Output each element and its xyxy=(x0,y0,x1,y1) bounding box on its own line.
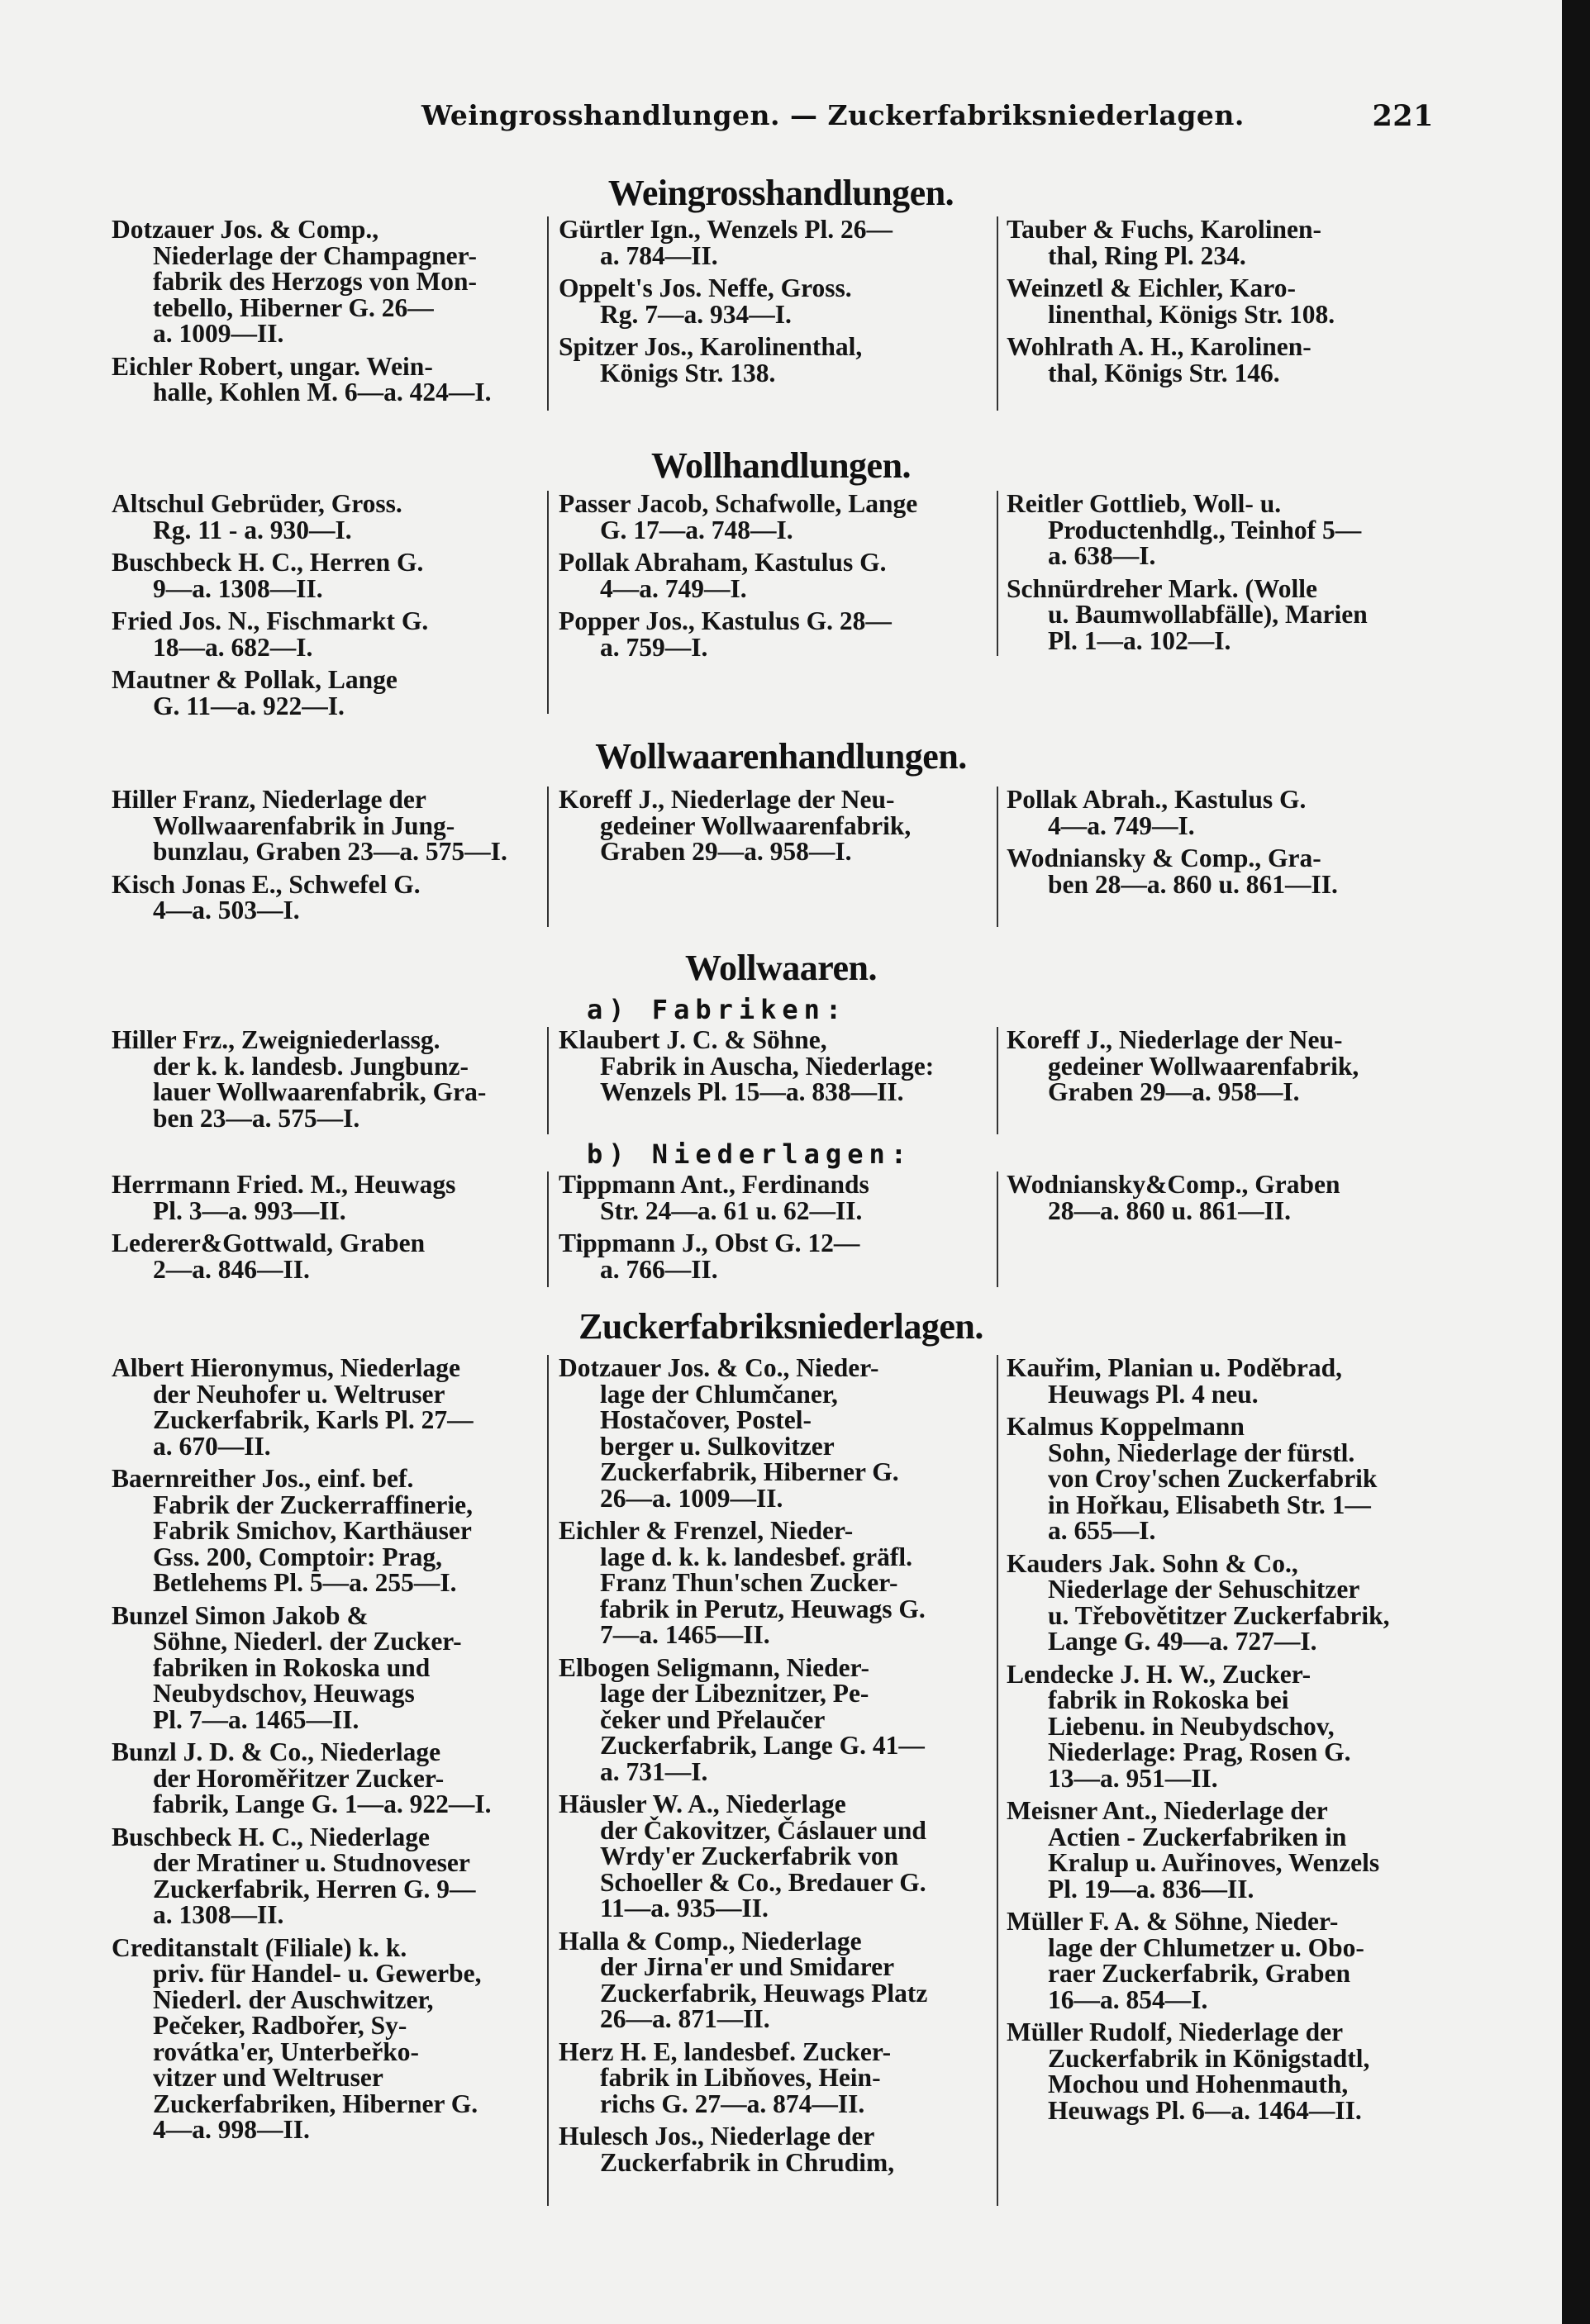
entry-line: der Mratiner u. Studnoveser xyxy=(153,1848,470,1877)
wollwaaren-niederlagen-col-2 xyxy=(559,1172,988,1289)
column-rule xyxy=(547,1355,549,2206)
directory-entry xyxy=(112,787,541,865)
entry-line: Productenhdlg., Teinhof 5— xyxy=(1048,515,1362,544)
entry-line: Zuckerfabrik, Lange G. 41— xyxy=(600,1731,925,1760)
wollhand-col-3 xyxy=(1007,491,1445,660)
entry-line: richs G. 27—a. 874—II. xyxy=(600,2089,865,2118)
directory-entry xyxy=(112,1739,541,1818)
entry-line: Zuckerfabrik, Herren G. 9— xyxy=(153,1874,476,1903)
directory-entry xyxy=(559,1230,988,1282)
entry-line-first: Tippmann J., Obst G. 12— xyxy=(559,1229,860,1257)
entry-line: a. 1308—II. xyxy=(153,1900,284,1929)
entry-line: Neubydschov, Heuwags xyxy=(153,1679,415,1708)
directory-entry xyxy=(1007,491,1445,569)
entry-line: Zuckerfabrik in Chrudim, xyxy=(600,2147,895,2177)
section-title-wollwaarenhand: Wollwaarenhandlungen. xyxy=(595,736,967,777)
entry-line: ben 28—a. 860 u. 861—II. xyxy=(1048,869,1338,899)
entry-line: Niederlage: Prag, Rosen G. xyxy=(1048,1737,1351,1766)
column-rule xyxy=(997,1355,998,2206)
entry-line: Fabrik Smichov, Karthäuser xyxy=(153,1516,472,1545)
entry-line: fabrik des Herzogs von Mon- xyxy=(153,267,477,296)
entry-line: a. 784—II. xyxy=(600,240,718,270)
wollwaaren-fabriken-col-3 xyxy=(1007,1027,1445,1112)
entry-line: u. Baumwollabfälle), Marien xyxy=(1048,600,1368,629)
entry-line-first: Kisch Jonas E., Schwefel G. xyxy=(112,869,421,899)
directory-entry xyxy=(1007,1661,1445,1792)
entry-line-first: Oppelt's Jos. Neffe, Gross. xyxy=(559,273,852,302)
directory-entry xyxy=(559,491,988,543)
entry-line: Gss. 200, Comptoir: Prag, xyxy=(153,1542,442,1571)
entry-line-first: Reitler Gottlieb, Woll- u. xyxy=(1007,489,1282,518)
entry-line-first: Kauřim, Planian u. Poděbrad, xyxy=(1007,1353,1343,1382)
entry-line-first: Popper Jos., Kastulus G. 28— xyxy=(559,606,892,635)
directory-entry xyxy=(1007,1548,1445,1656)
wollwaaren-fabriken-col-2 xyxy=(559,1027,988,1112)
entry-line: 4—a. 503—I. xyxy=(153,896,300,924)
entry-line: a. 766—II. xyxy=(600,1254,718,1284)
directory-entry xyxy=(559,1652,988,1786)
entry-line: a. 638—I. xyxy=(1048,541,1156,570)
entry-line: fabrik in Libňoves, Hein- xyxy=(600,2063,881,2092)
entry-line-first: Hulesch Jos., Niederlage der xyxy=(559,2122,875,2151)
weingross-col-2 xyxy=(559,216,988,392)
zucker-col-1 xyxy=(112,1355,541,2150)
entry-line: Franz Thun'schen Zucker- xyxy=(600,1568,898,1597)
entry-line-first: Gürtler Ign., Wenzels Pl. 26— xyxy=(559,215,893,244)
entry-line-first: Hiller Frz., Zweigniederlassg. xyxy=(112,1025,440,1054)
entry-line: 11—a. 935—II. xyxy=(600,1894,769,1922)
directory-entry xyxy=(112,1027,541,1131)
directory-entry xyxy=(1007,1414,1445,1544)
directory-entry xyxy=(112,1932,541,2144)
entry-line-first: Bunzel Simon Jakob & xyxy=(112,1600,369,1630)
directory-entry xyxy=(559,787,988,865)
entry-line-first: Tippmann Ant., Ferdinands xyxy=(559,1170,869,1199)
entry-line: thal, Ring Pl. 234. xyxy=(1048,240,1246,270)
entry-line-first: Wodniansky&Comp., Graben xyxy=(1007,1170,1340,1199)
directory-entry xyxy=(112,869,541,924)
weingross-col-1 xyxy=(112,216,541,412)
entry-line: lage d. k. k. landesbef. gräfl. xyxy=(600,1542,913,1571)
entry-line: Liebenu. in Neubydschov, xyxy=(1048,1711,1335,1741)
wollwaarenhand-col-1 xyxy=(112,787,541,930)
entry-line-first: Weinzetl & Eichler, Karo- xyxy=(1007,273,1296,302)
entry-line-first: Wohlrath A. H., Karolinen- xyxy=(1007,332,1312,361)
page-number: 221 xyxy=(1372,99,1434,133)
entry-line: 9—a. 1308—II. xyxy=(153,573,323,603)
entry-line: Niederl. der Auschwitzer, xyxy=(153,1984,434,2014)
entry-line-first: Elbogen Seligmann, Nieder- xyxy=(559,1652,869,1682)
entry-line: Niederlage der Sehuschitzer xyxy=(1048,1575,1360,1604)
entry-line: fabrik, Lange G. 1—a. 922—I. xyxy=(153,1789,492,1818)
entry-line: Heuwags Pl. 4 neu. xyxy=(1048,1379,1259,1409)
entry-line-first: Müller Rudolf, Niederlage der xyxy=(1007,2017,1344,2046)
entry-line: linenthal, Königs Str. 108. xyxy=(1048,299,1335,329)
entry-line-first: Klaubert J. C. & Söhne, xyxy=(559,1025,827,1054)
wollhand-col-2 xyxy=(559,491,988,667)
directory-entry xyxy=(559,2123,988,2175)
wollhand-col-1 xyxy=(112,491,541,725)
entry-line-first: Kauders Jak. Sohn & Co., xyxy=(1007,1548,1298,1578)
wollwaarenhand-col-2 xyxy=(559,787,988,872)
entry-line: G. 17—a. 748—I. xyxy=(600,515,793,544)
directory-entry xyxy=(559,216,988,269)
column-rule xyxy=(997,1172,998,1287)
entry-line: Pl. 7—a. 1465—II. xyxy=(153,1704,359,1734)
entry-line: fabrik in Rokoska bei xyxy=(1048,1685,1289,1714)
column-rule xyxy=(997,1027,998,1134)
entry-line: 16—a. 854—I. xyxy=(1048,1984,1208,2014)
entry-line: Königs Str. 138. xyxy=(600,358,776,387)
entry-line: 2—a. 846—II. xyxy=(153,1254,310,1284)
entry-line-first: Pollak Abrah., Kastulus G. xyxy=(1007,785,1307,814)
entry-line: u. Třebovětitzer Zuckerfabrik, xyxy=(1048,1600,1390,1630)
entry-line: Niederlage der Champagner- xyxy=(153,240,477,270)
entry-line-first: Fried Jos. N., Fischmarkt G. xyxy=(112,606,429,635)
zucker-col-3 xyxy=(1007,1355,1445,2130)
directory-entry xyxy=(559,1518,988,1648)
directory-entry xyxy=(559,1355,988,1511)
entry-line: Betlehems Pl. 5—a. 255—I. xyxy=(153,1568,457,1597)
weingross-col-3 xyxy=(1007,216,1445,392)
directory-entry xyxy=(559,1027,988,1105)
entry-line: Pečeker, Radbořer, Sy- xyxy=(153,2011,407,2040)
entry-line: Sohn, Niederlage der fürstl. xyxy=(1048,1438,1355,1467)
directory-entry xyxy=(1007,1908,1445,2013)
directory-entry xyxy=(112,491,541,543)
entry-line: Hostačover, Postel- xyxy=(600,1405,812,1434)
entry-line-first: Buschbeck H. C., Herren G. xyxy=(112,548,424,577)
directory-entry xyxy=(112,1230,541,1282)
directory-entry xyxy=(559,1928,988,2032)
directory-entry xyxy=(112,1172,541,1224)
entry-line: čeker und Přelaučer xyxy=(600,1704,826,1734)
directory-entry xyxy=(1007,573,1445,655)
entry-line: Graben 29—a. 958—I. xyxy=(1048,1077,1300,1106)
entry-line-first: Spitzer Jos., Karolinenthal, xyxy=(559,332,863,361)
entry-line: priv. für Handel- u. Gewerbe, xyxy=(153,1959,482,1988)
subsection-fabriken: a) Fabriken: xyxy=(587,994,848,1025)
entry-line: a. 670—II. xyxy=(153,1431,271,1461)
directory-entry xyxy=(1007,275,1445,327)
directory-entry xyxy=(559,608,988,660)
entry-line: der Horoměřitzer Zucker- xyxy=(153,1763,445,1793)
entry-line: 26—a. 1009—II. xyxy=(600,1483,783,1513)
running-header xyxy=(421,99,1434,149)
entry-line-first: Meisner Ant., Niederlage der xyxy=(1007,1796,1328,1825)
column-rule xyxy=(547,787,549,927)
entry-line-first: Lendecke J. H. W., Zucker- xyxy=(1007,1659,1312,1689)
entry-line: Pl. 1—a. 102—I. xyxy=(1048,625,1231,655)
entry-line-first: Kalmus Koppelmann xyxy=(1007,1412,1245,1441)
entry-line: thal, Königs Str. 146. xyxy=(1048,358,1280,387)
column-rule xyxy=(547,1172,549,1287)
entry-line: Pl. 3—a. 993—II. xyxy=(153,1195,346,1225)
scan-edge xyxy=(1562,0,1590,2324)
directory-entry xyxy=(559,2036,988,2118)
entry-line: raer Zuckerfabrik, Graben xyxy=(1048,1959,1351,1988)
entry-line: a. 655—I. xyxy=(1048,1516,1156,1545)
entry-line-first: Pollak Abraham, Kastulus G. xyxy=(559,548,887,577)
directory-entry xyxy=(112,1355,541,1459)
column-rule xyxy=(547,1027,549,1134)
entry-line: 4—a. 749—I. xyxy=(1048,810,1195,840)
entry-line-first: Koreff J., Niederlage der Neu- xyxy=(1007,1025,1343,1054)
directory-entry xyxy=(559,549,988,601)
entry-line: der Čakovitzer, Čáslauer und xyxy=(600,1815,926,1845)
column-rule xyxy=(547,491,549,714)
entry-line: Söhne, Niederl. der Zucker- xyxy=(153,1627,462,1656)
entry-line: Zuckerfabrik, Hiberner G. xyxy=(600,1457,899,1486)
entry-line-first: Tauber & Fuchs, Karolinen- xyxy=(1007,215,1321,244)
entry-line: lauer Wollwaarenfabrik, Gra- xyxy=(153,1077,487,1106)
entry-line: Lange G. 49—a. 727—I. xyxy=(1048,1627,1317,1656)
entry-line-first: Albert Hieronymus, Niederlage xyxy=(112,1353,460,1382)
entry-line: Fabrik in Auscha, Niederlage: xyxy=(600,1051,935,1081)
entry-line: 4—a. 749—I. xyxy=(600,573,747,603)
entry-line: Wollwaarenfabrik in Jung- xyxy=(153,810,455,840)
entry-line: Rg. 11 - a. 930—I. xyxy=(153,515,352,544)
entry-line: Rg. 7—a. 934—I. xyxy=(600,299,792,329)
entry-line-first: Hiller Franz, Niederlage der xyxy=(112,785,426,814)
entry-line: fabrik in Perutz, Heuwags G. xyxy=(600,1594,926,1623)
entry-line: gedeiner Wollwaarenfabrik, xyxy=(1048,1051,1359,1081)
entry-line: gedeiner Wollwaarenfabrik, xyxy=(600,810,912,840)
entry-line: von Croy'schen Zuckerfabrik xyxy=(1048,1464,1378,1493)
directory-entry xyxy=(112,1824,541,1928)
entry-line-first: Dotzauer Jos. & Co., Nieder- xyxy=(559,1353,879,1382)
entry-line-first: Passer Jacob, Schafwolle, Lange xyxy=(559,489,918,518)
entry-line-first: Baernreither Jos., einf. bef. xyxy=(112,1464,414,1493)
directory-entry xyxy=(1007,334,1445,386)
section-title-weingross: Weingrosshandlungen. xyxy=(607,173,954,213)
entry-line: Mochou und Hohenmauth, xyxy=(1048,2070,1349,2098)
entry-line: a. 759—I. xyxy=(600,632,708,662)
wollwaaren-niederlagen-col-1 xyxy=(112,1172,541,1289)
column-rule xyxy=(547,216,549,411)
entry-line: lage der Chlumetzer u. Obo- xyxy=(1048,1932,1364,1962)
entry-line: rovátka'er, Unterbeřko- xyxy=(153,2036,419,2066)
section-title-zucker: Zuckerfabriksniederlagen. xyxy=(578,1306,983,1347)
entry-line: a. 1009—II. xyxy=(153,319,284,348)
entry-line-first: Schnürdreher Mark. (Wolle xyxy=(1007,573,1317,603)
entry-line-first: Herz H. E, landesbef. Zucker- xyxy=(559,2036,892,2066)
running-title: Weingrosshandlungen. — Zuckerfabriksniederlagen. xyxy=(421,99,1245,131)
entry-line: Kralup u. Auřinoves, Wenzels xyxy=(1048,1848,1380,1877)
entry-line: lage der Libeznitzer, Pe- xyxy=(600,1679,869,1708)
entry-line: Fabrik der Zuckerraffinerie, xyxy=(153,1490,473,1519)
entry-line-first: Müller F. A. & Söhne, Nieder- xyxy=(1007,1907,1339,1936)
directory-entry xyxy=(1007,1172,1445,1224)
directory-entry xyxy=(559,334,988,386)
directory-entry xyxy=(1007,216,1445,269)
directory-entry xyxy=(1007,787,1445,839)
entry-line: Str. 24—a. 61 u. 62—II. xyxy=(600,1195,863,1225)
section-title-wollwaaren: Wollwaaren. xyxy=(684,948,878,988)
entry-line-first: Mautner & Pollak, Lange xyxy=(112,665,398,694)
entry-line-first: Bunzl J. D. & Co., Niederlage xyxy=(112,1737,441,1766)
directory-entry xyxy=(112,1600,541,1734)
entry-line: Wenzels Pl. 15—a. 838—II. xyxy=(600,1077,904,1106)
column-rule xyxy=(997,787,998,927)
entry-line-first: Eichler & Frenzel, Nieder- xyxy=(559,1516,854,1545)
entry-line: der Neuhofer u. Weltruser xyxy=(153,1379,445,1409)
column-rule xyxy=(997,491,998,656)
entry-line: 13—a. 951—II. xyxy=(1048,1763,1218,1793)
entry-line-first: Herrmann Fried. M., Heuwags xyxy=(112,1170,456,1199)
entry-line: Pl. 19—a. 836—II. xyxy=(1048,1874,1254,1903)
directory-entry xyxy=(112,549,541,601)
section-title-wollhand: Wollhandlungen. xyxy=(650,445,912,486)
entry-line: Zuckerfabrik, Heuwags Platz xyxy=(600,1978,928,2008)
directory-entry xyxy=(1007,845,1445,897)
entry-line-first: Creditanstalt (Filiale) k. k. xyxy=(112,1932,407,1962)
entry-line-first: Koreff J., Niederlage der Neu- xyxy=(559,785,895,814)
entry-line: ben 23—a. 575—I. xyxy=(153,1103,360,1133)
entry-line: 26—a. 871—II. xyxy=(600,2004,770,2033)
entry-line-first: Wodniansky & Comp., Gra- xyxy=(1007,844,1321,872)
entry-line: der Jirna'er und Smidarer xyxy=(600,1952,895,1981)
directory-entry xyxy=(1007,1027,1445,1105)
directory-entry xyxy=(1007,2019,1445,2123)
column-rule xyxy=(997,216,998,411)
entry-line-first: Dotzauer Jos. & Comp., xyxy=(112,215,379,244)
entry-line: halle, Kohlen M. 6—a. 424—I. xyxy=(153,378,492,406)
entry-line: 4—a. 998—II. xyxy=(153,2115,310,2144)
entry-line: berger u. Sulkovitzer xyxy=(600,1431,835,1461)
entry-line-first: Häusler W. A., Niederlage xyxy=(559,1789,846,1818)
entry-line: 28—a. 860 u. 861—II. xyxy=(1048,1195,1292,1225)
entry-line-first: Halla & Comp., Niederlage xyxy=(559,1926,862,1956)
entry-line-first: Lederer&Gottwald, Graben xyxy=(112,1229,426,1257)
entry-line: tebello, Hiberner G. 26— xyxy=(153,292,434,322)
entry-line: vitzer und Weltruser xyxy=(153,2063,383,2092)
directory-entry xyxy=(559,1791,988,1922)
entry-line: Graben 29—a. 958—I. xyxy=(600,837,852,866)
entry-line-first: Buschbeck H. C., Niederlage xyxy=(112,1822,430,1851)
directory-entry xyxy=(1007,1798,1445,1902)
entry-line-first: Altschul Gebrüder, Gross. xyxy=(112,489,402,518)
zucker-col-2 xyxy=(559,1355,988,2182)
directory-entry xyxy=(112,216,541,347)
entry-line: Zuckerfabrik, Karls Pl. 27— xyxy=(153,1405,474,1434)
entry-line: Zuckerfabriken, Hiberner G. xyxy=(153,2089,478,2118)
entry-line: der k. k. landesb. Jungbunz- xyxy=(153,1051,469,1081)
wollwaarenhand-col-3 xyxy=(1007,787,1445,904)
entry-line: Wrdy'er Zuckerfabrik von xyxy=(600,1842,899,1870)
directory-entry xyxy=(559,1172,988,1224)
entry-line: 18—a. 682—I. xyxy=(153,632,313,662)
directory-entry xyxy=(559,275,988,327)
directory-entry xyxy=(112,608,541,660)
directory-entry xyxy=(112,667,541,719)
wollwaaren-niederlagen-col-3 xyxy=(1007,1172,1445,1230)
entry-line: a. 731—I. xyxy=(600,1756,708,1786)
entry-line: Schoeller & Co., Bredauer G. xyxy=(600,1867,926,1897)
entry-line: in Hořkau, Elisabeth Str. 1— xyxy=(1048,1490,1371,1519)
directory-entry xyxy=(112,1466,541,1596)
entry-line: G. 11—a. 922—I. xyxy=(153,691,345,720)
wollwaaren-fabriken-col-1 xyxy=(112,1027,541,1138)
directory-entry xyxy=(1007,1355,1445,1407)
entry-line: Zuckerfabrik in Königstadtl, xyxy=(1048,2043,1370,2073)
entry-line: bunzlau, Graben 23—a. 575—I. xyxy=(153,837,507,866)
entry-line-first: Eichler Robert, ungar. Wein- xyxy=(112,351,433,381)
entry-line: Actien - Zuckerfabriken in xyxy=(1048,1822,1347,1851)
directory-entry xyxy=(112,351,541,406)
subsection-niederlagen: b) Niederlagen: xyxy=(587,1138,912,1170)
entry-line: fabriken in Rokoska und xyxy=(153,1652,431,1682)
entry-line: Heuwags Pl. 6—a. 1464—II. xyxy=(1048,2095,1362,2125)
entry-line: 7—a. 1465—II. xyxy=(600,1620,770,1649)
entry-line: lage der Chlumčaner, xyxy=(600,1379,838,1409)
